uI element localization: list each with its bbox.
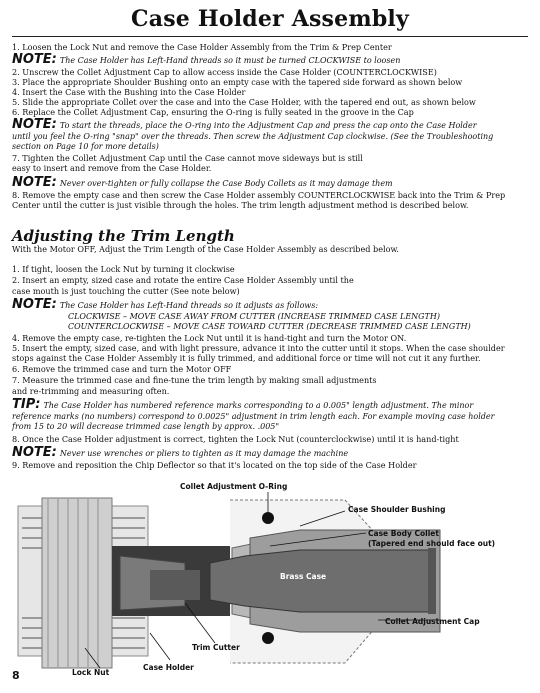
adjust-step-7-cont: and re-trimming and measuring often. [12,386,170,396]
adjust-step-7: 7. Measure the trimmed case and fine-tune the trim length by making small adjustments [12,375,377,385]
tip-label: TIP: [12,397,41,412]
title-rule [12,36,528,37]
step-8: 8. Remove the empty case and then screw the Case Holder assembly COUNTERCLOCKWISE back into the Trim & Prep [12,190,506,200]
section-heading: Adjusting the Trim Length [12,227,235,245]
case-holder-diagram [0,478,540,693]
step-3: 3. Place the appropriate Shoulder Bushing onto an empty case with the tapered side forward as shown below [12,77,463,87]
lock-nut-shape [42,498,112,668]
note-start-threads [12,117,530,132]
note-line: section on Page 10 for more details) [12,142,159,151]
note-label: NOTE: [12,175,57,190]
note-text: To start the threads, place the O-ring into the Adjustment Cap and press the cap onto the Case Holder [59,121,477,130]
note-line: until you feel the O-ring "snap" over the threads. Then screw the Adjustment Cap clockwise. (See the Troubleshooting [12,132,494,141]
step-7: 7. Tighten the Collet Adjustment Cap until the Case cannot move sideways but is still [12,153,363,163]
label-lock-nut: Lock Nut [72,668,110,677]
brass-case-shape [210,550,430,612]
tip-line: from 15 to 20 will decrease trimmed case length by approx. .005" [12,422,280,431]
step-8-cont: Center until the cutter is just visible through the holes. The trim length adjustment method is described below. [12,200,469,210]
tip-reference-marks [12,397,530,412]
adjust-step-5: 5. Insert the empty, sized case, and with light pressure, advance it into the cutter until it stops. When the case shoulder [12,343,505,353]
step-5: 5. Slide the appropriate Collet over the case and into the Case Holder, with the tapered end out, as shown below [12,97,476,107]
tip-text: The Case Holder has numbered reference marks corresponding to a 0.005" length adjustment. The minor [43,401,474,410]
tip-line: reference marks (no numbers) correspond to 0.0025" adjustment in trim length each. For example moving case holder [12,412,495,421]
note-label: NOTE: [12,297,57,312]
adjust-step-5-cont: stops against the Case Holder Assembly it is fully trimmed, and additional force or time will not cut it any further. [12,353,481,363]
step-6: 6. Replace the Collet Adjustment Cap, ensuring the O-ring is fully seated in the groove in the Cap [12,107,414,117]
page-number: 8 [12,669,20,682]
adjust-step-2-cont: case mouth is just touching the cutter (See note below) [12,286,240,296]
adjust-step-8: 8. Once the Case Holder adjustment is correct, tighten the Lock Nut (counterclockwise) until it is hand-tight [12,434,459,444]
label-collet-tapered-note: (Tapered end should face out) [368,539,496,548]
label-case-body-collet: Case Body Collet [368,529,439,538]
note-label: NOTE: [12,445,57,460]
label-collet-o-ring: Collet Adjustment O-Ring [180,482,288,491]
label-brass-case: Brass Case [280,572,327,581]
adjust-step-4: 4. Remove the empty case, re-tighten the Lock Nut until it is hand-tight and turn the Motor ON. [12,333,407,343]
note-label: NOTE: [12,52,57,67]
note-clockwise: CLOCKWISE – MOVE CASE AWAY FROM CUTTER (INCREASE TRIMMED CASE LENGTH) [68,312,440,321]
step-4: 4. Insert the Case with the Bushing into the Case Holder [12,87,246,97]
label-collet-adjustment-cap: Collet Adjustment Cap [385,617,480,626]
note-adjust-direction [12,297,530,312]
adjust-step-2: 2. Insert an empty, sized case and rotate the entire Case Holder Assembly until the [12,275,354,285]
step-7-cont: easy to insert and remove from the Case Holder. [12,163,212,173]
note-label: NOTE: [12,117,57,132]
section-intro: With the Motor OFF, Adjust the Trim Length of the Case Holder Assembly as described below. [12,244,399,254]
step-2: 2. Unscrew the Collet Adjustment Cap to allow access inside the Case Holder (COUNTERCLOCKWISE) [12,67,437,77]
o-ring-bottom [262,632,274,644]
note-text: The Case Holder has Left-Hand threads so it must be turned CLOCKWISE to loosen [59,56,401,65]
label-case-holder: Case Holder [143,663,194,672]
adjust-step-1: 1. If tight, loosen the Lock Nut by turning it clockwise [12,264,235,274]
o-ring-top [262,512,274,524]
label-trim-cutter: Trim Cutter [192,643,240,652]
note-text: Never use wrenches or pliers to tighten as it may damage the machine [59,449,349,458]
step-1: 1. Loosen the Lock Nut and remove the Case Holder Assembly from the Trim & Prep Center [12,42,392,52]
note-overtighten [12,175,530,190]
note-left-hand-threads [12,52,530,67]
page-title: Case Holder Assembly [131,6,409,32]
adjust-step-9: 9. Remove and reposition the Chip Deflector so that it's located on the top side of the Case Holder [12,460,417,470]
note-counterclockwise: COUNTERCLOCKWISE – MOVE CASE TOWARD CUTTER (DECREASE TRIMMED CASE LENGTH) [68,322,471,331]
note-no-wrenches [12,445,530,460]
note-text: Never over-tighten or fully collapse the Case Body Collets as it may damage them [59,179,393,188]
adjust-step-6: 6. Remove the trimmed case and turn the Motor OFF [12,364,232,374]
label-case-shoulder-bushing: Case Shoulder Bushing [348,505,446,514]
note-text: The Case Holder has Left-Hand threads so it adjusts as follows: [59,301,319,310]
